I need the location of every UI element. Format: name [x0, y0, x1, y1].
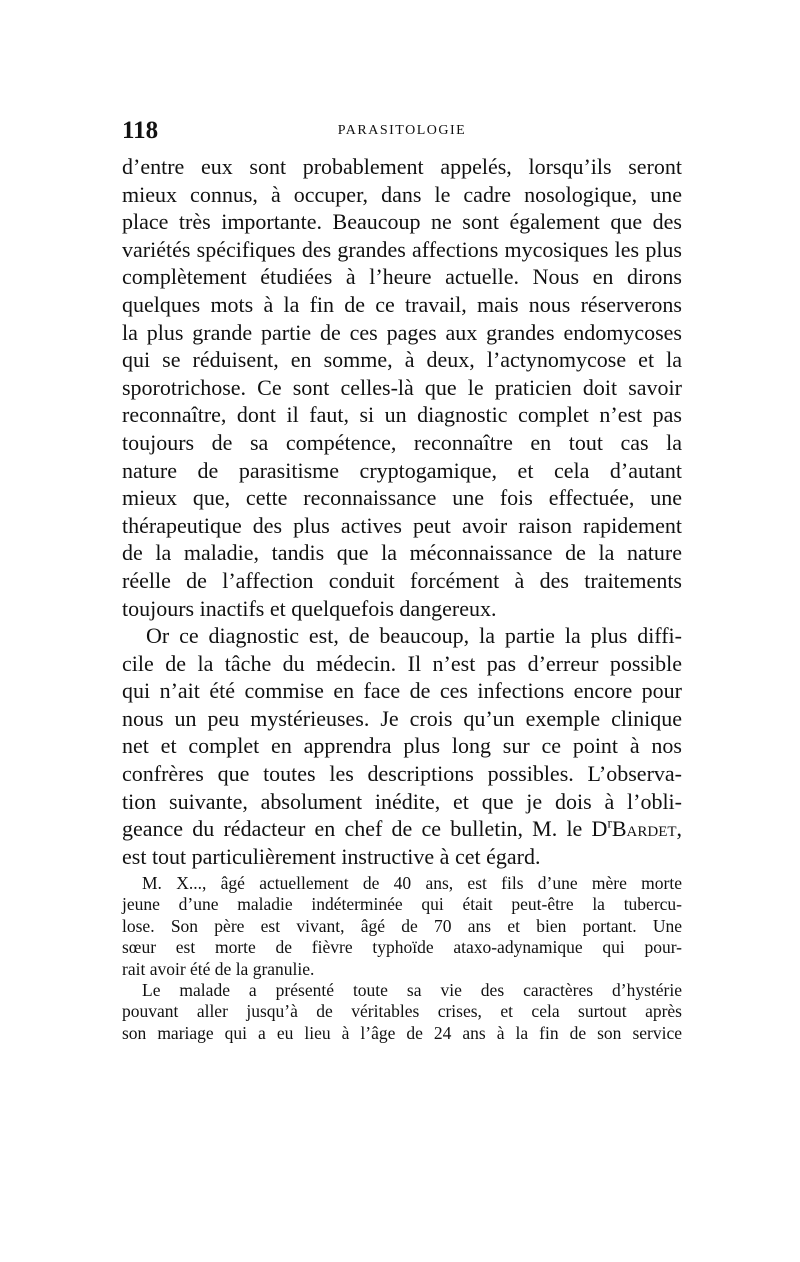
text-line: rait avoir été de la granulie.: [122, 958, 315, 979]
text-line: tion suivante, absolument inédite, et que je dois à l’obli-: [122, 788, 682, 814]
text-line: de la maladie, tandis que la méconnaissance de la nature: [122, 540, 682, 566]
text-line: son mariage qui a eu lieu à l’âge de 24 ans à la fin de son service: [122, 1022, 682, 1043]
text-line: la plus grande partie de ces pages aux grandes endomycoses: [122, 319, 682, 345]
text-line: confrères que toutes les descriptions possibles. L’observa-: [122, 761, 682, 787]
text-line: est tout particulièrement instructive à cet égard.: [122, 843, 541, 869]
text-line: mieux connus, à occuper, dans le cadre nosologique, une: [122, 181, 682, 207]
text-line: net et complet en apprendra plus long sur ce point à nos: [122, 733, 682, 759]
text-line-with-name: [122, 815, 682, 843]
text-line: place très importante. Beaucoup ne sont également que des: [122, 209, 682, 235]
text-line: M. X..., âgé actuellement de 40 ans, est fils d’une mère morte: [142, 873, 682, 893]
trailing-comma: ,: [676, 816, 683, 842]
text-line: sœur est morte de fièvre typhoïde ataxo-adynamique qui pour-: [122, 937, 682, 958]
observation-paragraph-1: [122, 873, 682, 980]
text-line: complètement étudiées à l’heure actuelle. Nous en dirons: [122, 264, 682, 290]
paragraph-2: [122, 622, 682, 870]
text-line: nous un peu mystérieuses. Je crois qu’un exemple clinique: [122, 705, 682, 731]
text-line: d’entre eux sont probablement appelés, lorsqu’ils seront: [122, 154, 682, 179]
text-line: toujours inactifs et quelquefois dangereux.: [122, 595, 497, 621]
text-line: reconnaître, dont il faut, si un diagnostic complet n’est pas: [122, 402, 682, 428]
doctor-name: Bardet: [611, 816, 677, 842]
text-line: nature de parasitisme cryptogamique, et cela d’autant: [122, 457, 682, 483]
text-line: quelques mots à la fin de ce travail, mais nous réserverons: [122, 291, 682, 317]
text-line: réelle de l’affection conduit forcément à des traitements: [122, 567, 682, 593]
text-line: variétés spécifiques des grandes affections mycosiques les plus: [122, 236, 682, 262]
text-line: mieux que, cette reconnaissance une fois effectuée, une: [122, 485, 682, 511]
text-line: Le malade a présenté toute sa vie des caractères d’hystérie: [142, 979, 682, 1000]
text-line: qui se réduisent, en somme, à deux, l’actynomycose et la: [122, 347, 682, 373]
text-line: jeune d’une maladie indéterminée qui était peut-être la tubercu-: [122, 894, 682, 915]
text-line: pouvant aller jusqu’à de véritables crises, et cela surtout après: [122, 1001, 682, 1022]
text-line: qui n’ait été commise en face de ces infections encore pour: [122, 678, 682, 704]
text-line: Or ce diagnostic est, de beaucoup, la partie la plus diffi-: [146, 623, 682, 649]
page-number: 118: [122, 117, 159, 144]
paragraph-1: [122, 153, 682, 622]
text-line: lose. Son père est vivant, âgé de 70 ans et bien portant. Une: [122, 915, 682, 936]
observation-paragraph-2: [122, 980, 682, 1044]
text-line: thérapeutique des plus actives peut avoir raison rapidement: [122, 512, 682, 538]
doctor-title-superscript: r: [607, 815, 612, 831]
doctor-title: D: [591, 816, 608, 842]
text-fragment: geance du rédacteur en chef de ce bulletin, M. le: [122, 816, 583, 842]
observation-text: [122, 873, 682, 1044]
text-line: cile de la tâche du médecin. Il n’est pas d’erreur possible: [122, 650, 682, 676]
main-text: [122, 153, 682, 870]
text-line: toujours de sa compétence, reconnaître en tout cas la: [122, 429, 682, 455]
page-header: [122, 118, 682, 144]
text-line: sporotrichose. Ce sont celles-là que le praticien doit savoir: [122, 374, 682, 400]
running-title: PARASITOLOGIE: [337, 123, 467, 138]
